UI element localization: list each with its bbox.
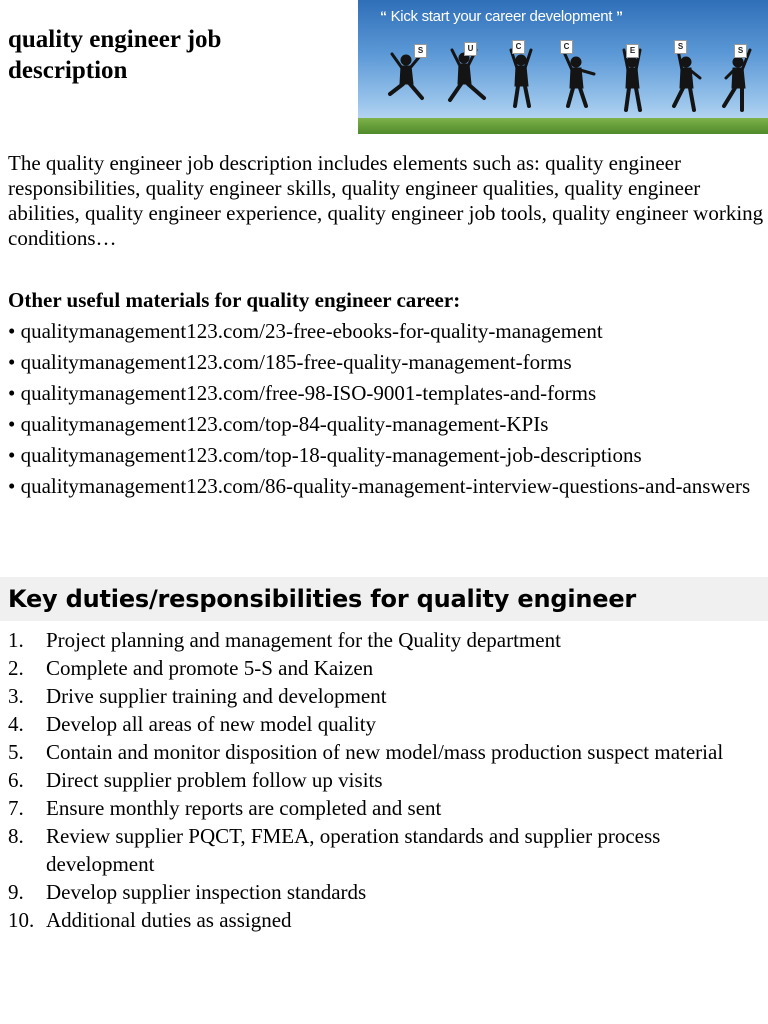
materials-link-list [8, 319, 764, 505]
material-link[interactable]: • qualitymanagement123.com/free-98-ISO-9001-templates-and-forms [8, 381, 597, 405]
duty-text: Develop supplier inspection standards [46, 880, 367, 904]
duties-heading: Key duties/responsibilities for quality engineer [8, 585, 637, 613]
material-link[interactable]: • qualitymanagement123.com/185-free-quality-management-forms [8, 350, 572, 374]
duty-number: 7. [8, 796, 24, 820]
duty-text: Drive supplier training and development [46, 684, 387, 708]
duty-number: 3. [8, 684, 24, 708]
duty-number: 9. [8, 880, 24, 904]
material-link[interactable]: • qualitymanagement123.com/top-18-quality-management-job-descriptions [8, 443, 642, 467]
letter-card: E [626, 44, 639, 58]
letter-card: C [560, 40, 573, 54]
duty-text: Review supplier PQCT, FMEA, operation standards and supplier process development [46, 824, 661, 876]
duty-number: 6. [8, 768, 24, 792]
duty-item [8, 878, 764, 906]
duty-text: Develop all areas of new model quality [46, 712, 377, 736]
material-link[interactable]: • qualitymanagement123.com/86-quality-management-interview-questions-and-answers [8, 474, 751, 498]
duty-item [8, 766, 764, 794]
duty-number: 2. [8, 656, 24, 680]
career-banner-image [358, 0, 768, 134]
grass-strip [358, 118, 768, 134]
duty-item [8, 906, 764, 934]
page-title: quality engineer job description [8, 26, 222, 84]
duty-number: 1. [8, 628, 24, 652]
duty-number: 8. [8, 824, 24, 848]
duty-text: Ensure monthly reports are completed and sent [46, 796, 442, 820]
letter-card: U [464, 42, 477, 56]
duty-number: 5. [8, 740, 24, 764]
duty-number: 4. [8, 712, 24, 736]
duty-text: Complete and promote 5-S and Kaizen [46, 656, 374, 680]
material-link[interactable]: • qualitymanagement123.com/23-free-ebooks-for-quality-management [8, 319, 603, 343]
letter-card: S [734, 44, 747, 58]
letter-card: S [414, 44, 427, 58]
duty-number: 10. [8, 908, 35, 932]
duty-item [8, 794, 764, 822]
banner-quote: “ Kick start your career development ” [380, 8, 623, 25]
duties-list [8, 626, 764, 934]
duty-text: Direct supplier problem follow up visits [46, 768, 383, 792]
letter-card: C [512, 40, 525, 54]
duty-item [8, 822, 764, 878]
materials-heading: Other useful materials for quality engineer career: [8, 288, 461, 312]
intro-paragraph: The quality engineer job description includes elements such as: quality engineer responsibilities, quality engineer skills, quality engineer qualities, quality engineer abilities, quality engineer experience, quality engineer job tools, quality engineer working conditions… [8, 151, 764, 250]
duty-item [8, 710, 764, 738]
duty-item [8, 654, 764, 682]
duty-text: Additional duties as assigned [46, 908, 292, 932]
material-link[interactable]: • qualitymanagement123.com/top-84-quality-management-KPIs [8, 412, 549, 436]
duty-item [8, 738, 764, 766]
letter-card: S [674, 40, 687, 54]
duty-text: Contain and monitor disposition of new model/mass production suspect material [46, 740, 724, 764]
duty-item [8, 682, 764, 710]
duty-text: Project planning and management for the Quality department [46, 628, 561, 652]
duty-item [8, 626, 764, 654]
